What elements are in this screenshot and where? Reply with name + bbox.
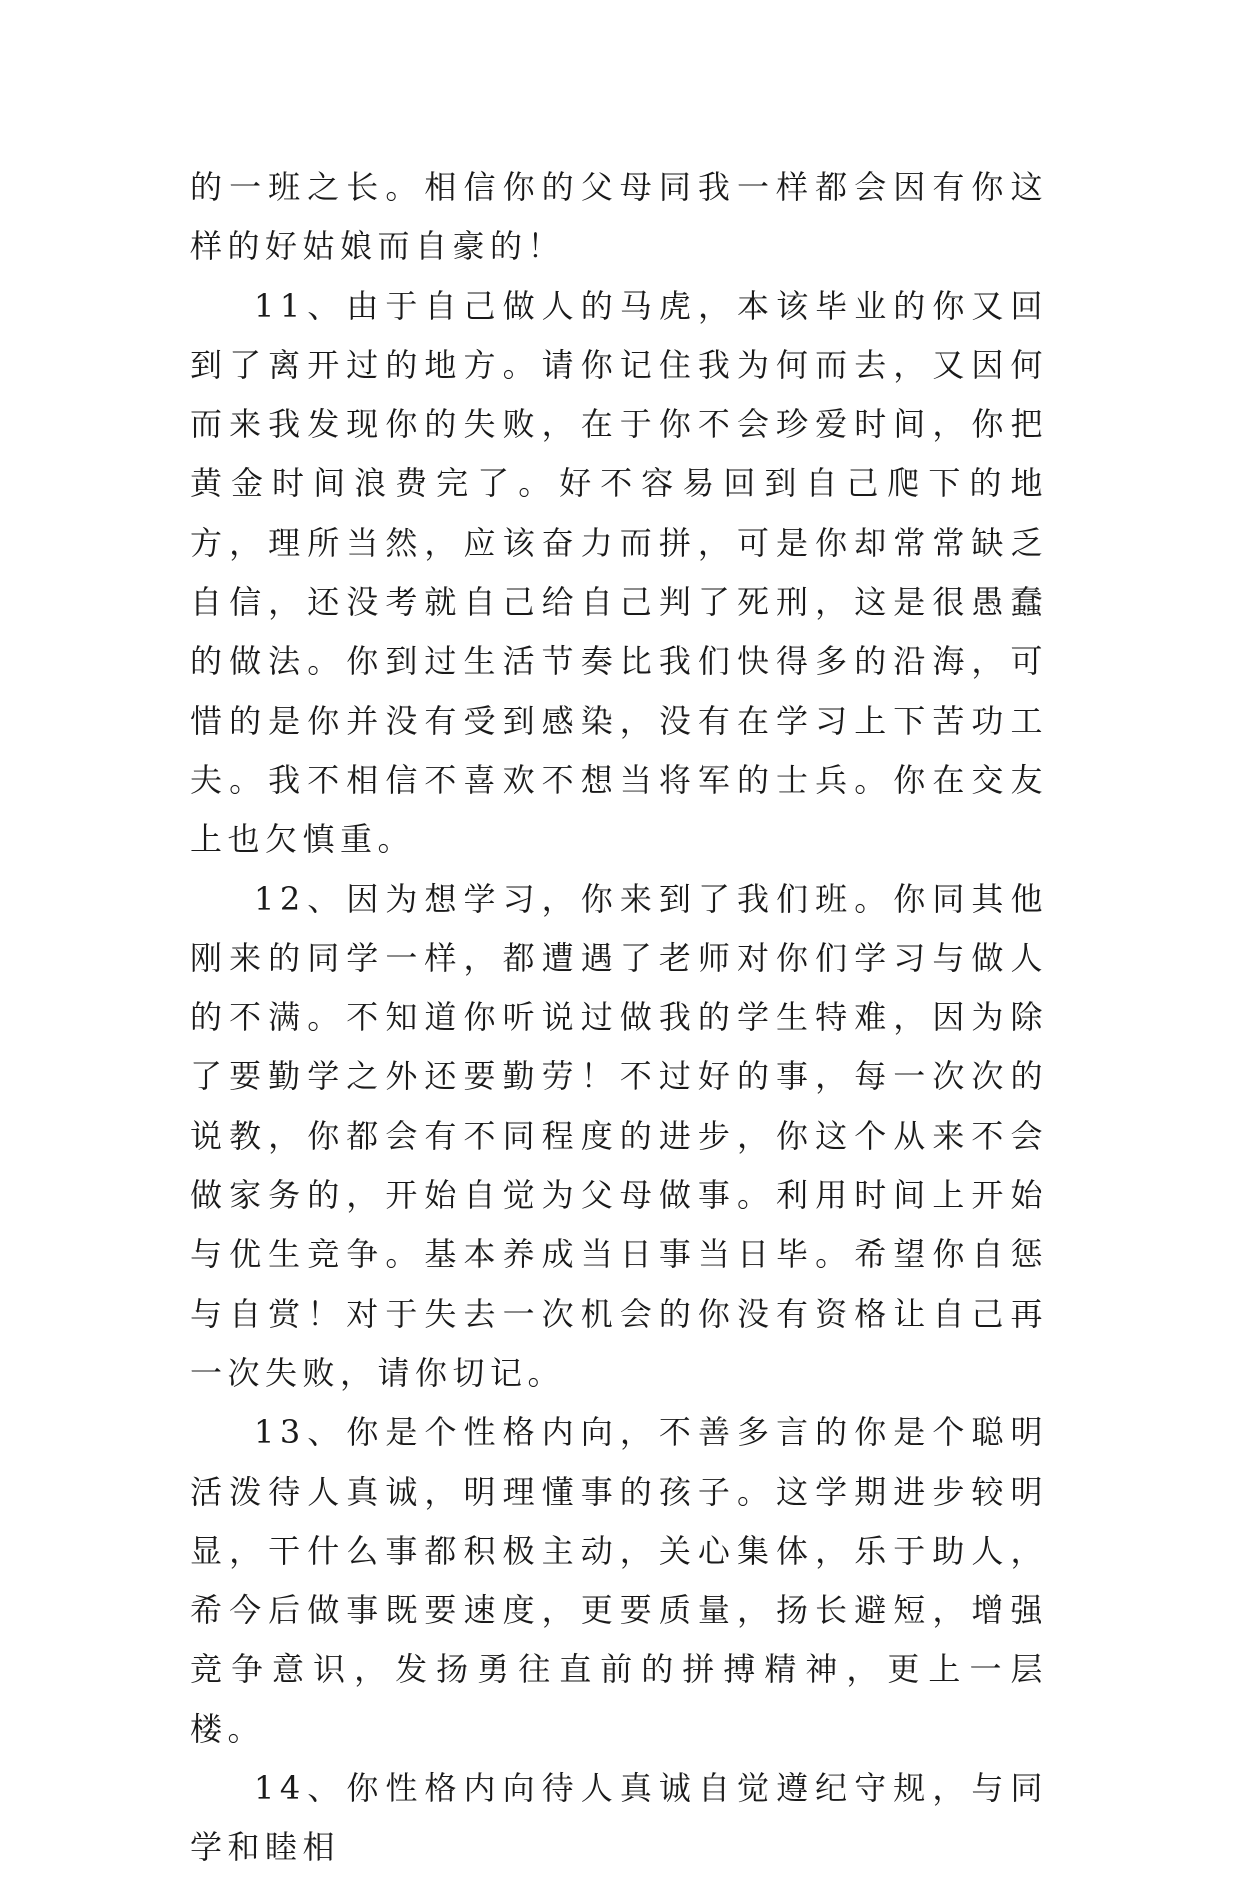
paragraph-item-12: 12、因为想学习，你来到了我们班。你同其他刚来的同学一样，都遭遇了老师对你们学习与做人的不满。不知道你听说过做我的学生特难，因为除了要勤学之外还要勤劳！不过好的事，每一次次的说教，你都会有不同程度的进步，你这个从来不会做家务的，开始自觉为父母做事。利用时间上开始与优生竞争。基本养成当日事当日毕。希望你自惩与自赏！对于失去一次机会的你没有资格让自己再一次失败，请你切记。: [190, 879, 1048, 1392]
paragraph-item-13: 13、你是个性格内向，不善多言的你是个聪明活泼待人真诚，明理懂事的孩子。这学期进步较明显，干什么事都积极主动，关心集体，乐于助人，希今后做事既要速度，更要质量，扬长避短，增强竞争意识，发扬勇往直前的拼搏精神，更上一层楼。: [190, 1413, 1048, 1748]
document-body: [190, 158, 1048, 1878]
paragraph-item-11: 11、由于自己做人的马虎，本该毕业的你又回到了离开过的地方。请你记住我为何而去，又因何而来我发现你的失败，在于你不会珍爱时间，你把黄金时间浪费完了。好不容易回到自己爬下的地方，理所当然，应该奋力而拼，可是你却常常缺乏自信，还没考就自己给自己判了死刑，这是很愚蠢的做法。你到过生活节奏比我们快得多的沿海，可惜的是你并没有受到感染，没有在学习上下苦功工夫。我不相信不喜欢不想当将军的士兵。你在交友上也欠慎重。: [190, 286, 1048, 859]
paragraph-item-14: 14、你性格内向待人真诚自觉遵纪守规，与同学和睦相: [190, 1769, 1048, 1867]
paragraph-continuation: 的一班之长。相信你的父母同我一样都会因有你这样的好姑娘而自豪的！: [190, 168, 1048, 266]
